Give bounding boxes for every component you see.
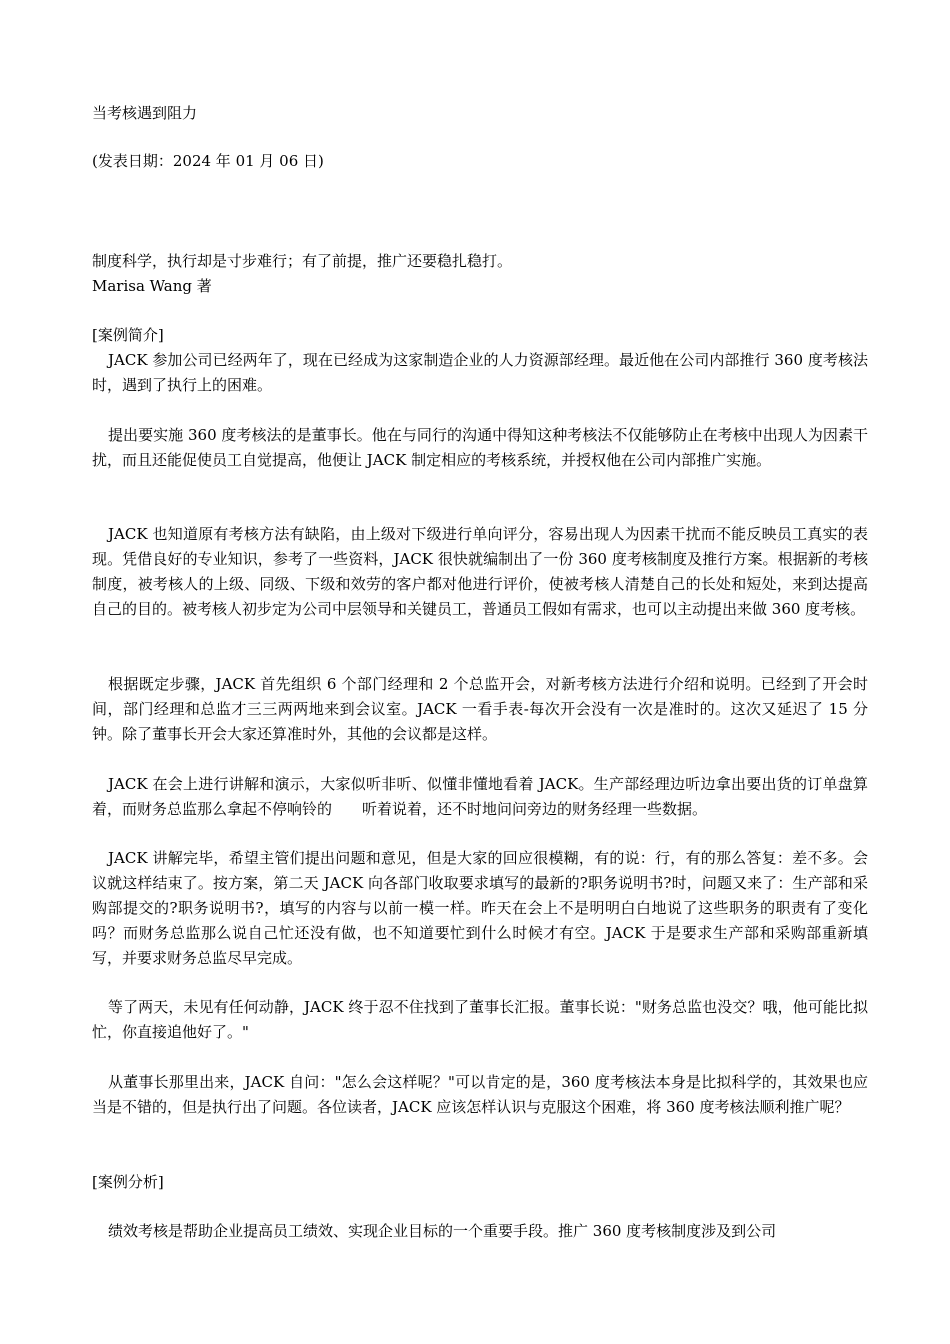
- case-intro-heading: [案例简介]: [92, 326, 164, 344]
- paragraph: JACK 参加公司已经两年了，现在已经成为这家制造企业的人力资源部经理。最近他在公司内部推行 360 度考核法时，遇到了执行上的困难。: [92, 351, 868, 394]
- paragraph: JACK 讲解完毕，希望主管们提出问题和意见，但是大家的回应很模糊，有的说：行，有的那么答复：差不多。会议就这样结束了。按方案，第二天 JACK 向各部门收取要求填写的最新的?职务说明书?时，问题又来了：生产部和采购部提交的?职务说明书?，填写的内容与以前一模一样。昨天在会上不是明明白白地说了这些职务的职责有了变化吗？而财务总监那么说自己忙还没有做，也不知道要忙到什么时候才有空。JACK 于是要求生产部和采购部重新填写，并要求财务总监尽早完成。: [92, 849, 868, 967]
- paragraph: 绩效考核是帮助企业提高员工绩效、实现企业目标的一个重要手段。推广 360 度考核制度涉及到公司: [108, 1222, 777, 1240]
- paragraph: JACK 在会上进行讲解和演示，大家似听非听、似懂非懂地看着 JACK。生产部经理边听边拿出要出货的订单盘算着，而财务总监那么拿起不停响铃的 听着说着，还不时地问问旁边的财务经理一些数据。: [92, 775, 868, 818]
- paragraph: 提出要实施 360 度考核法的是董事长。他在与同行的沟通中得知这种考核法不仅能够防止在考核中出现人为因素干扰，而且还能促使员工自觉提高，他便让 JACK 制定相应的考核系统，并授权他在公司内部推广实施。: [92, 426, 868, 469]
- publish-date: (发表日期：2024 年 01 月 06 日): [92, 152, 324, 170]
- case-analysis-heading: [案例分析]: [92, 1173, 164, 1191]
- paragraph: JACK 也知道原有考核方法有缺陷，由上级对下级进行单向评分，容易出现人为因素干扰而不能反映员工真实的表现。凭借良好的专业知识，参考了一些资料，JACK 很快就编制出了一份 360 度考核制度及推行方案。根据新的考核制度，被考核人的上级、同级、下级和效劳的客户都对他进行评价，使被考核人清楚自己的长处和短处，来到达提高自己的目的。被考核人初步定为公司中层领导和关键员工，普通员工假如有需求，也可以主动提出来做 360 度考核。: [92, 525, 868, 618]
- paragraph: 等了两天，未见有任何动静，JACK 终于忍不住找到了董事长汇报。董事长说："财务总监也没交？哦，他可能比拟忙，你直接追他好了。": [92, 998, 868, 1041]
- paragraph: 从董事长那里出来，JACK 自问："怎么会这样呢？"可以肯定的是，360 度考核法本身是比拟科学的，其效果也应当是不错的，但是执行出了问题。各位读者，JACK 应该怎样认识与克服这个困难，将 360 度考核法顺利推广呢？: [92, 1073, 868, 1116]
- article-author: Marisa Wang 著: [92, 277, 212, 295]
- paragraph: 根据既定步骤，JACK 首先组织 6 个部门经理和 2 个总监开会，对新考核方法进行介绍和说明。已经到了开会时间，部门经理和总监才三三两两地来到会议室。JACK 一看手表-每次开会没有一次是准时的。这次又延迟了 15 分钟。除了董事长开会大家还算准时外，其他的会议都是这样。: [92, 675, 868, 743]
- article-subtitle: 制度科学，执行却是寸步难行；有了前提，推广还要稳扎稳打。: [92, 252, 513, 270]
- article-title: 当考核遇到阻力: [92, 104, 198, 122]
